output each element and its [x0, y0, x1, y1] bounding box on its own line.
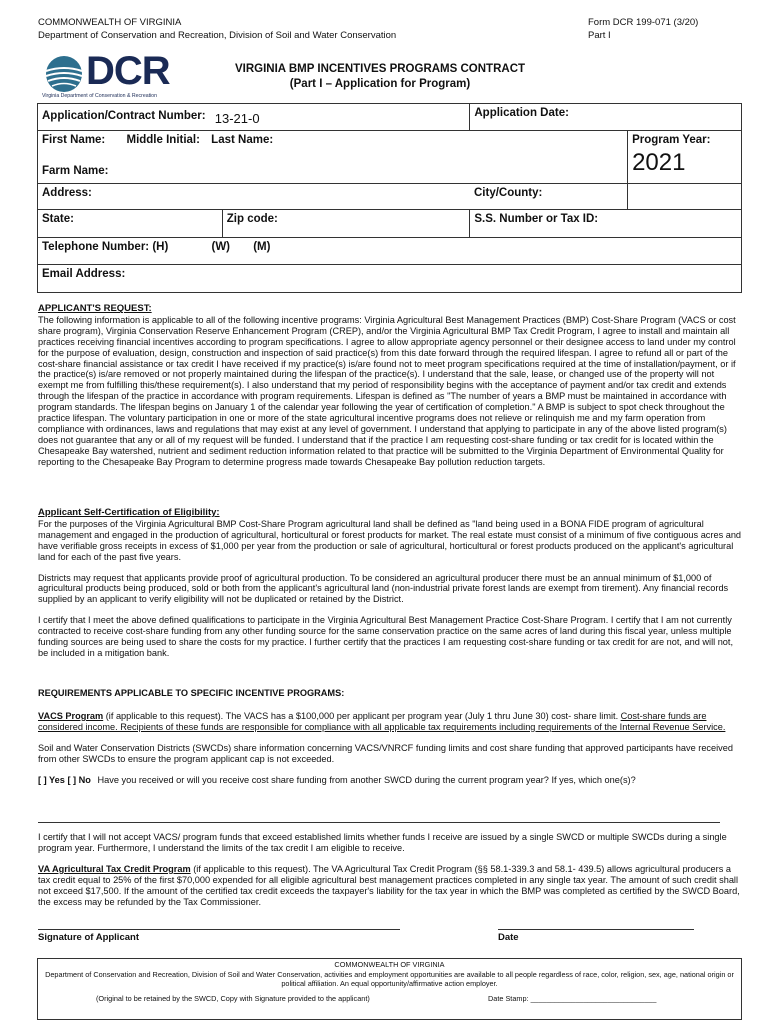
yes-no-question: Have you received or will you receive cost share funding from another SWCD during the current program year? If yes, which one(s)?: [97, 774, 636, 785]
address-label: Address:: [42, 187, 92, 199]
vacs-text: (if applicable to this request). The VACS has a $100,000 per applicant per program year (July 1 thru June 30) cost- share limit.: [103, 710, 621, 721]
zip-cell[interactable]: [222, 210, 470, 238]
footer-eeo-statement: Department of Conservation and Recreation, Division of Soil and Water Conservation, activities and employment opportunities are available to all people regardless of race, color, religion, sex, age, national origin or political affiliation. An equal opportunity/affirmative action employer.: [45, 969, 734, 988]
title-line-1: VIRGINIA BMP INCENTIVES PROGRAMS CONTRACT: [234, 63, 526, 75]
city-county-cell[interactable]: [628, 184, 742, 210]
signature-line[interactable]: [38, 929, 400, 930]
applicant-request-heading: APPLICANT'S REQUEST:: [38, 303, 152, 314]
org-line-1: COMMONWEALTH OF VIRGINIA: [38, 17, 182, 28]
farm-name-cell[interactable]: [38, 157, 628, 184]
date-line[interactable]: [498, 929, 694, 930]
app-contract-value: 13-21-0: [214, 111, 260, 126]
eligibility-p3: I certify that I meet the above defined qualifications to participate in the Virginia Agricultural Best Management Practice Cost-Share Program. I certify that I am not currently contracted to receive cost-share funding from any other funding source for the same conservation practice on the same acres of land during this fiscal year, unless multiple funding sources are being used to share the costs for my practice. I further certify that the practices I am requesting cost-share funding or tax credit for are not, and will not, be included in a mitigation bank.: [38, 615, 734, 658]
signature-label: Signature of Applicant: [38, 932, 139, 943]
eligibility-p2: Districts may request that applicants provide proof of agricultural production. To be considered an agricultural producer there must be an annual minimum of $1,000 of agricultural products being produced, sold or both from the applicant's agricultural land (non-industrial private forest lands are exempt from tirement). Any financial records supplied by an applicant to verify eligibility will not be duplicated or retained by the District.: [38, 572, 729, 605]
telephone-label: Telephone Number: (H): [42, 241, 169, 253]
program-year-label: Program Year:: [632, 134, 711, 146]
email-cell[interactable]: [38, 265, 742, 293]
dcr-logo: [42, 49, 170, 99]
title-line-2: (Part I – Application for Program): [289, 78, 471, 90]
tax-credit-text: (if applicable to this request). The VA Agricultural Tax Credit Program (§§ 58.1-339.3 and 58.1- 439.5) allows agricultural producers a tax credit equal to 25% of the first $70,000 expended for all eligible agricultural best management practices completed in any single tax year. The amount of such credit shall not exceed $17,500. If the amount of the certified tax credit exceeds the taxpayer's liability for the tax year in which the BMP was completed as certified by the SWCD Board, the excess may be refunded by the Tax Commissioner.: [38, 863, 740, 907]
certify-vacs-section: [38, 832, 744, 907]
eligibility-heading: Applicant Self-Certification of Eligibility:: [38, 507, 220, 518]
certify-vacs-text: I certify that I will not accept VACS/ program funds that exceed established limits whether funds I receive are issued by a single SWCD or multiple SWCDs during a single program year. Furthermore, I understand the limits of the tax credit I am eligible to receive.: [38, 832, 727, 853]
footer-date-stamp[interactable]: Date Stamp: _______________________________: [488, 994, 657, 1003]
yes-no-question-row: [38, 775, 744, 786]
app-contract-label: Application/Contract Number:: [42, 110, 206, 122]
footer-org: COMMONWEALTH OF VIRGINIA: [334, 960, 445, 969]
ssn-cell[interactable]: [470, 210, 742, 238]
org-line-2: Department of Conservation and Recreation, Division of Soil and Water Conservation: [38, 30, 397, 41]
app-contract-cell[interactable]: [38, 104, 470, 131]
globe-icon: [42, 55, 86, 93]
telephone-w-label: (W): [211, 241, 231, 253]
swcd-paragraph: Soil and Water Conservation Districts (SWCDs) share information concerning VACS/VNRCF funding limits and cost share funding that approved participants have received from other SWCDs to ensure the program applicant cap is not exceeded.: [38, 742, 733, 764]
form-title: [170, 62, 590, 92]
swcd-answer-line[interactable]: [38, 822, 720, 823]
last-name-label: Last Name:: [211, 134, 274, 146]
middle-initial-label: Middle Initial:: [126, 134, 200, 146]
tax-credit-paragraph: [38, 864, 744, 908]
logo-text: DCR: [86, 49, 170, 93]
app-date-cell[interactable]: [470, 104, 742, 131]
header-form-info: [588, 16, 698, 42]
form-part: Part I: [588, 30, 611, 41]
vacs-program-label: VACS Program: [38, 710, 104, 721]
vacs-paragraph: [38, 711, 744, 733]
city-county-label: City/County:: [474, 187, 543, 199]
requirements-heading: REQUIREMENTS APPLICABLE TO SPECIFIC INCENTIVE PROGRAMS:: [38, 688, 345, 698]
footer-retain-note: (Original to be retained by the SWCD, Copy with Signature provided to the applicant): [96, 994, 370, 1003]
header-org: [38, 16, 396, 42]
state-label: State:: [42, 213, 74, 225]
yes-no-checkboxes[interactable]: [ ] Yes [ ] No: [38, 774, 91, 785]
footer-box: [37, 958, 742, 1020]
ssn-label: S.S. Number or Tax ID:: [474, 213, 599, 225]
logo-tagline: Virginia Department of Conservation & Recreation: [42, 93, 157, 99]
tax-credit-label: VA Agricultural Tax Credit Program: [38, 863, 191, 874]
first-name-label: First Name:: [42, 134, 106, 146]
program-year-value: 2021: [632, 149, 686, 176]
applicant-request-text: The following information is applicable to all of the following incentive programs: Virginia Agricultural Best Management Practices (BMP) Cost-Share Program (VACS or cost share program), Virginia Conservation Reserve Enhancement Program (CREP), and/or the Virginia Agricultural BMP Tax Credit Program, I agree to install and maintain all practices receiving financial incentives according to program specifications. I agree to allow appropriate agency personnel or their designee access to land under my control for the purpose of evaluation, design, construction and inspection of said practice(s) from this date forward through the required lifespan. I agree to refund all or part of the cost-share financial assistance or tax credit I have received if my practice(s) is/are found not to meet program specifications required at the time of installation/payment, or if the practice(s) is/are removed or not properly maintained during the lifespan of the practice(s). I understand that the sale, lease, or changed use of the property will not exempt me from fulfilling this/these requirement(s). I also understand that my period of responsibility begins with the acceptance of payment and/or tax credit and extends through the lifespan of the practice in accordance with program requirements. Lifespan is defined as "The number of years a BMP must be maintained in accordance with program standards. The lifespan begins on January 1 of the calendar year following the year of certification of completion." A BMP is subject to spot check throughout the practice lifespan. The voluntary participation in one or more of the state agricultural incentive programs does not relieve or relinquish me and my farm operation from compliance with ordinances, laws and regulations that may exist at any level of government. I understand that applying to participate in any of the above listed program(s) does not guarantee that any or all of my request will be funded. I understand that if the practice I am requesting cost-share funding or tax credit for is located within the Chesapeake Bay watershed, nutrient and sediment reduction information related to that practice will be submitted to the Virginia Department of Environmental Quality for reporting to the Chesapeake Bay Program to determine progress made towards Chesapeake Bay pollution reduction targets.: [38, 314, 736, 467]
email-label: Email Address:: [42, 268, 126, 280]
applicant-request-section: [38, 304, 744, 468]
vacs-underlined-text: Cost-share funds are considered income. Recipients of these funds are responsible for compliance with all applicable tax requirements including requirements of the Internal Revenue Service.: [38, 710, 726, 732]
state-cell[interactable]: [38, 210, 223, 238]
app-date-label: Application Date:: [474, 107, 569, 119]
eligibility-section: [38, 508, 744, 659]
zip-label: Zip code:: [226, 213, 278, 225]
form-number: Form DCR 199-071 (3/20): [588, 17, 699, 28]
requirements-section: [38, 688, 744, 785]
date-label: Date: [498, 932, 519, 943]
application-form: [37, 103, 742, 293]
farm-name-label: Farm Name:: [42, 164, 109, 177]
eligibility-p1: For the purposes of the Virginia Agricultural BMP Cost-Share Program agricultural land shall be defined as "land being used in a BONA FIDE program of agricultural management and engaged in the production of agricultural, horticultural or forest products for market. The real estate must consist of a minimum of five contiguous acres and have verifiable gross receipts in excess of $1,000 per year from the production or sale of agricultural, horticultural or forest products produced on the applicant's agricultural land for each of the past five years.: [38, 518, 742, 562]
telephone-cell[interactable]: [38, 238, 742, 265]
name-cell[interactable]: [38, 131, 628, 157]
telephone-m-label: (M): [253, 241, 271, 253]
program-year-cell[interactable]: [628, 131, 742, 184]
